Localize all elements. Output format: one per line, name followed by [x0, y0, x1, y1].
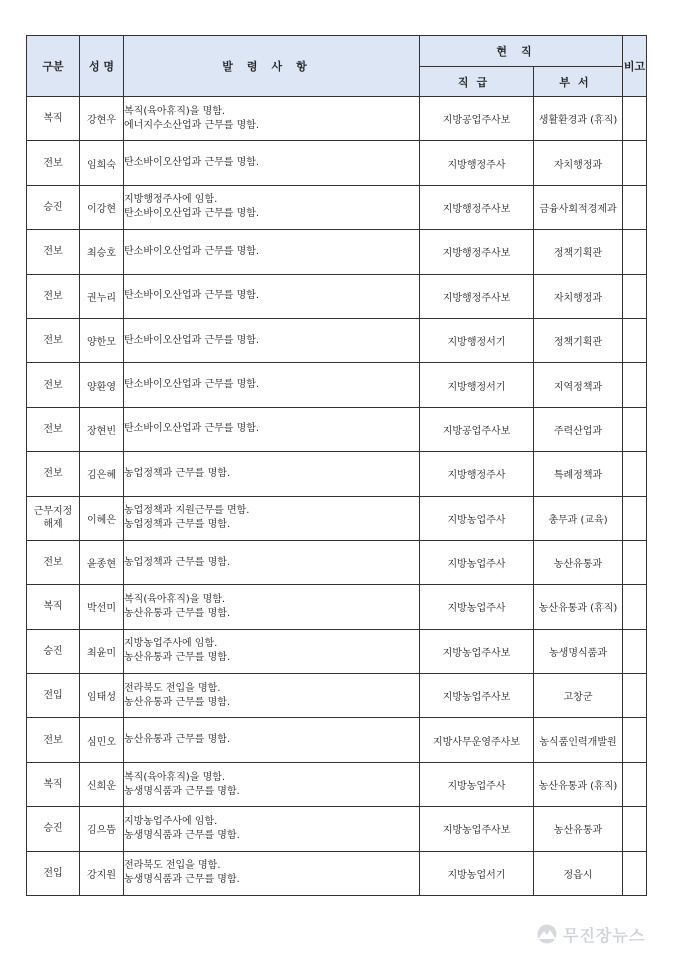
order-line: 농업정책과 근무를 명함.: [124, 467, 231, 479]
table-row: [27, 452, 647, 496]
order-line: 농생명식품과 근무를 명함.: [124, 829, 240, 841]
cell-remarks: [623, 807, 647, 851]
table-row: [27, 97, 647, 141]
cell-remarks: [623, 540, 647, 584]
header-row: [27, 36, 647, 67]
order-line: 탄소바이오산업과 근무를 명함.: [124, 423, 260, 435]
table-row: [27, 540, 647, 584]
cell-dept: 금융사회적경제과: [534, 185, 623, 229]
cell-category: [27, 407, 80, 451]
cell-remarks: [623, 851, 647, 895]
category-line: 전보: [43, 557, 63, 569]
category-line: 복직: [43, 601, 63, 613]
cell-grade: 지방행정주사: [420, 141, 534, 185]
category-line: 복직: [43, 779, 63, 791]
cell-grade: 지방농업주사보: [420, 807, 534, 851]
cell-name: 심민오: [80, 718, 124, 762]
mountain-logo-icon: [535, 924, 559, 944]
cell-grade: 지방농업주사보: [420, 629, 534, 673]
order-line: 복직(육아휴직)을 명함.: [124, 771, 226, 783]
cell-name: 강현우: [80, 97, 124, 141]
header-current: 현직: [420, 36, 623, 67]
cell-remarks: [623, 141, 647, 185]
watermark-text: 무진장뉴스: [563, 925, 646, 945]
cell-grade: 지방행정주사: [420, 452, 534, 496]
category-line: 승진: [43, 823, 63, 835]
cell-category: [27, 452, 80, 496]
cell-name: 신희운: [80, 762, 124, 806]
cell-category: [27, 851, 80, 895]
cell-remarks: [623, 363, 647, 407]
table-row: [27, 807, 647, 851]
cell-grade: 지방행정주사보: [420, 185, 534, 229]
cell-order: [124, 97, 420, 141]
cell-order: [124, 318, 420, 362]
order-line: 지방농업주사에 임함.: [124, 638, 218, 650]
cell-order: [124, 674, 420, 718]
order-line: 탄소바이오산업과 근무를 명함.: [124, 379, 260, 391]
table-row: [27, 718, 647, 762]
cell-dept: 농산유통과: [534, 807, 623, 851]
order-line: 농산유통과 근무를 명함.: [124, 607, 231, 619]
cell-grade: 지방농업주사: [420, 762, 534, 806]
order-line: 탄소바이오산업과 근무를 명함.: [124, 208, 260, 220]
order-line: 탄소바이오산업과 근무를 명함.: [124, 290, 260, 302]
cell-dept: 생활환경과 (휴직): [534, 97, 623, 141]
order-line: 탄소바이오산업과 근무를 명함.: [124, 245, 260, 257]
category-line: 전보: [43, 157, 63, 169]
cell-grade: 지방사무운영주사보: [420, 718, 534, 762]
cell-order: [124, 407, 420, 451]
category-line: 전보: [43, 379, 63, 391]
order-line: 전라북도 전입을 명함.: [124, 682, 221, 694]
cell-dept: 농산유통과: [534, 540, 623, 584]
table-row: [27, 407, 647, 451]
cell-dept: 총무과 (교육): [534, 496, 623, 540]
category-line: 전보: [43, 734, 63, 746]
cell-grade: 지방농업주사: [420, 496, 534, 540]
cell-order: [124, 230, 420, 274]
cell-dept: 고창군: [534, 674, 623, 718]
header-dept: 부서: [534, 67, 623, 97]
cell-name: 임희숙: [80, 141, 124, 185]
cell-order: [124, 762, 420, 806]
order-line: 지방행정주사에 임함.: [124, 194, 218, 206]
category-line: 승진: [43, 201, 63, 213]
order-line: 에너지수소산업과 근무를 명함.: [124, 119, 260, 131]
cell-category: [27, 629, 80, 673]
cell-remarks: [623, 230, 647, 274]
cell-dept: 자치행정과: [534, 141, 623, 185]
category-line: 전입: [43, 867, 63, 879]
cell-grade: 지방행정주사보: [420, 230, 534, 274]
cell-remarks: [623, 274, 647, 318]
cell-category: [27, 230, 80, 274]
cell-remarks: [623, 629, 647, 673]
watermark: [535, 919, 675, 949]
order-line: 탄소바이오산업과 근무를 명함.: [124, 334, 260, 346]
cell-remarks: [623, 318, 647, 362]
table-row: [27, 762, 647, 806]
table-row: [27, 185, 647, 229]
table-row: [27, 585, 647, 629]
cell-grade: 지방공업주사보: [420, 97, 534, 141]
cell-order: [124, 452, 420, 496]
cell-name: 임태성: [80, 674, 124, 718]
cell-grade: 지방농업서기: [420, 851, 534, 895]
cell-order: [124, 363, 420, 407]
order-line: 농생명식품과 근무를 명함.: [124, 785, 240, 797]
cell-remarks: [623, 452, 647, 496]
table-row: [27, 674, 647, 718]
cell-name: 김은혜: [80, 452, 124, 496]
cell-category: [27, 807, 80, 851]
cell-name: 권누리: [80, 274, 124, 318]
cell-category: [27, 718, 80, 762]
table-row: [27, 141, 647, 185]
cell-name: 강지원: [80, 851, 124, 895]
cell-name: 윤종현: [80, 540, 124, 584]
table-row: [27, 496, 647, 540]
cell-remarks: [623, 407, 647, 451]
cell-name: 장현빈: [80, 407, 124, 451]
cell-order: [124, 851, 420, 895]
header-name: 성 명: [80, 36, 124, 97]
category-line: 복직: [43, 113, 63, 125]
cell-name: 양환영: [80, 363, 124, 407]
category-line: 근무지정: [33, 506, 73, 518]
order-line: 복직(육아휴직)을 명함.: [124, 593, 226, 605]
table-row: [27, 851, 647, 895]
category-line: 전입: [43, 690, 63, 702]
cell-dept: 농식품인력개발원: [534, 718, 623, 762]
cell-grade: 지방행정서기: [420, 363, 534, 407]
order-line: 농업정책과 근무를 명함.: [124, 519, 231, 531]
cell-order: [124, 274, 420, 318]
cell-dept: 특례정책과: [534, 452, 623, 496]
cell-grade: 지방농업주사: [420, 585, 534, 629]
table-row: [27, 363, 647, 407]
header-remarks: 비고: [623, 36, 647, 97]
category-line: 전보: [43, 468, 63, 480]
cell-grade: 지방농업주사보: [420, 674, 534, 718]
cell-dept: 농산유통과 (휴직): [534, 762, 623, 806]
cell-category: [27, 318, 80, 362]
order-line: 농생명식품과 근무를 명함.: [124, 874, 240, 886]
order-line: 복직(육아휴직)을 명함.: [124, 105, 226, 117]
cell-order: [124, 629, 420, 673]
cell-remarks: [623, 674, 647, 718]
cell-remarks: [623, 185, 647, 229]
cell-order: [124, 807, 420, 851]
cell-grade: 지방행정서기: [420, 318, 534, 362]
header-category: 구분: [27, 36, 80, 97]
order-line: 탄소바이오산업과 근무를 명함.: [124, 157, 260, 169]
cell-name: 이강현: [80, 185, 124, 229]
cell-category: [27, 540, 80, 584]
cell-grade: 지방행정주사보: [420, 274, 534, 318]
cell-category: [27, 274, 80, 318]
cell-dept: 농산유통과 (휴직): [534, 585, 623, 629]
cell-dept: 주력산업과: [534, 407, 623, 451]
cell-order: [124, 585, 420, 629]
cell-dept: 정책기획관: [534, 318, 623, 362]
table-body: [27, 97, 647, 896]
category-line: 전보: [43, 335, 63, 347]
cell-grade: 지방농업주사: [420, 540, 534, 584]
cell-category: [27, 185, 80, 229]
category-line: 전보: [43, 423, 63, 435]
order-line: 농산유통과 근무를 명함.: [124, 696, 231, 708]
cell-category: [27, 585, 80, 629]
cell-remarks: [623, 762, 647, 806]
cell-order: [124, 496, 420, 540]
order-line: 농업정책과 근무를 명함.: [124, 556, 231, 568]
cell-category: [27, 496, 80, 540]
cell-category: [27, 674, 80, 718]
cell-dept: 정읍시: [534, 851, 623, 895]
header-grade: 직급: [420, 67, 534, 97]
cell-dept: 농생명식품과: [534, 629, 623, 673]
cell-dept: 자치행정과: [534, 274, 623, 318]
order-line: 전라북도 전입을 명함.: [124, 860, 221, 872]
header-order: 발령사항: [124, 36, 420, 97]
cell-category: [27, 363, 80, 407]
cell-remarks: [623, 496, 647, 540]
cell-order: [124, 718, 420, 762]
cell-category: [27, 97, 80, 141]
category-line: 승진: [43, 645, 63, 657]
category-line: 해제: [43, 519, 63, 531]
cell-remarks: [623, 585, 647, 629]
cell-name: 양한모: [80, 318, 124, 362]
cell-grade: 지방공업주사보: [420, 407, 534, 451]
cell-order: [124, 185, 420, 229]
order-line: 지방농업주사에 임함.: [124, 815, 218, 827]
cell-name: 박선미: [80, 585, 124, 629]
cell-dept: 정책기획관: [534, 230, 623, 274]
order-line: 농산유통과 근무를 명함.: [124, 734, 231, 746]
table-row: [27, 629, 647, 673]
category-line: 전보: [43, 290, 63, 302]
table-row: [27, 230, 647, 274]
cell-remarks: [623, 718, 647, 762]
category-line: 전보: [43, 246, 63, 258]
cell-order: [124, 141, 420, 185]
personnel-order-table: [26, 35, 647, 896]
cell-category: [27, 762, 80, 806]
cell-order: [124, 540, 420, 584]
table-row: [27, 274, 647, 318]
cell-category: [27, 141, 80, 185]
cell-remarks: [623, 97, 647, 141]
order-line: 농업정책과 지원근무를 면함.: [124, 505, 250, 517]
cell-name: 김으뜸: [80, 807, 124, 851]
table-row: [27, 318, 647, 362]
cell-name: 이혜은: [80, 496, 124, 540]
cell-name: 최윤미: [80, 629, 124, 673]
cell-name: 최승호: [80, 230, 124, 274]
cell-dept: 지역정책과: [534, 363, 623, 407]
order-line: 농산유통과 근무를 명함.: [124, 652, 231, 664]
